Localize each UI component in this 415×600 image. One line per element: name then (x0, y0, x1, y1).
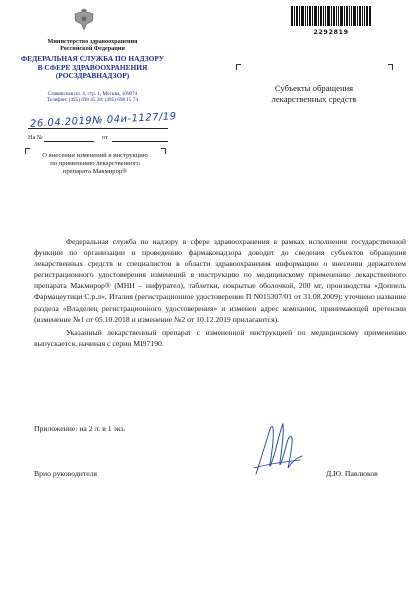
barcode-icon (291, 6, 371, 26)
recipient-bracket-right (388, 64, 393, 70)
body-paragraph-2: Указанный лекарственный препарат с измененной инструкцией по медицинскому применению выпускается, начиная с серии МI97190. (34, 327, 406, 348)
ministry-name: Министерство здравоохранения Российской Федерации (47, 38, 138, 53)
attachment-note: Приложение: на 2 л. в 1 экз. (34, 424, 126, 433)
signatory-name: Д.Ю. Павлюков (326, 469, 378, 478)
body-paragraph-1: Федеральная служба по надзору в сфере здравоохранения в рамках исполнения государственной функции по организации и проведению фармаконадзора доводит до сведения субъектов обращения лекарственных средств и специалистов в области здравоохранения информацию о внесении держателем регистрационного удостоверения изменений в инструкцию по медицинскому применению лекарственного препарата Макмирор® (МНН – нифурател), таблетки, покрытые оболочкой, 200 мг, производства «Доппель Фармацеутици С.р.л», Италия (регистрационное удостоверение П N015307/01 от 31.08.2009): уточнено название раздела «Владелец регистрационного удостоверения» и изменен адрес компании, принимающей претензии (изменение №1 от 05.10.2018 и изменение №2 от 10.12.2019 прилагаются). (34, 237, 406, 324)
recipient-bracket-left (236, 64, 241, 70)
signature-icon (248, 418, 308, 478)
na-line (44, 141, 94, 142)
barcode-number: 2292819 (313, 28, 349, 36)
recipient: Субъекты обращения лекарственных средств (271, 83, 357, 104)
ot-line (112, 141, 168, 142)
letter-subject: О внесении изменений в инструкцию по применению лекарственного препарата Макмирор® (42, 152, 148, 175)
letter-body (34, 236, 406, 349)
bracket-top-right (161, 148, 166, 154)
agency-name: ФЕДЕРАЛЬНАЯ СЛУЖБА ПО НАДЗОРУ В СФЕРЕ ЗДРАВООХРАНЕНИЯ (РОСЗДРАВНАДЗОР) (20, 54, 165, 81)
date-line (28, 128, 168, 129)
agency-address: Славянская пл. 4, стр. 1, Москва, 109074 Телефон: (495) 698 45 38; (495) 698 15 74 (46, 91, 138, 104)
na-label: На № (28, 134, 43, 141)
emblem-icon (70, 8, 98, 34)
ot-label: от (102, 134, 108, 141)
signatory-position: Врио руководителя (34, 469, 97, 478)
handwritten-registration: 26.04.2019№ 04и-1127/19 (29, 111, 177, 130)
